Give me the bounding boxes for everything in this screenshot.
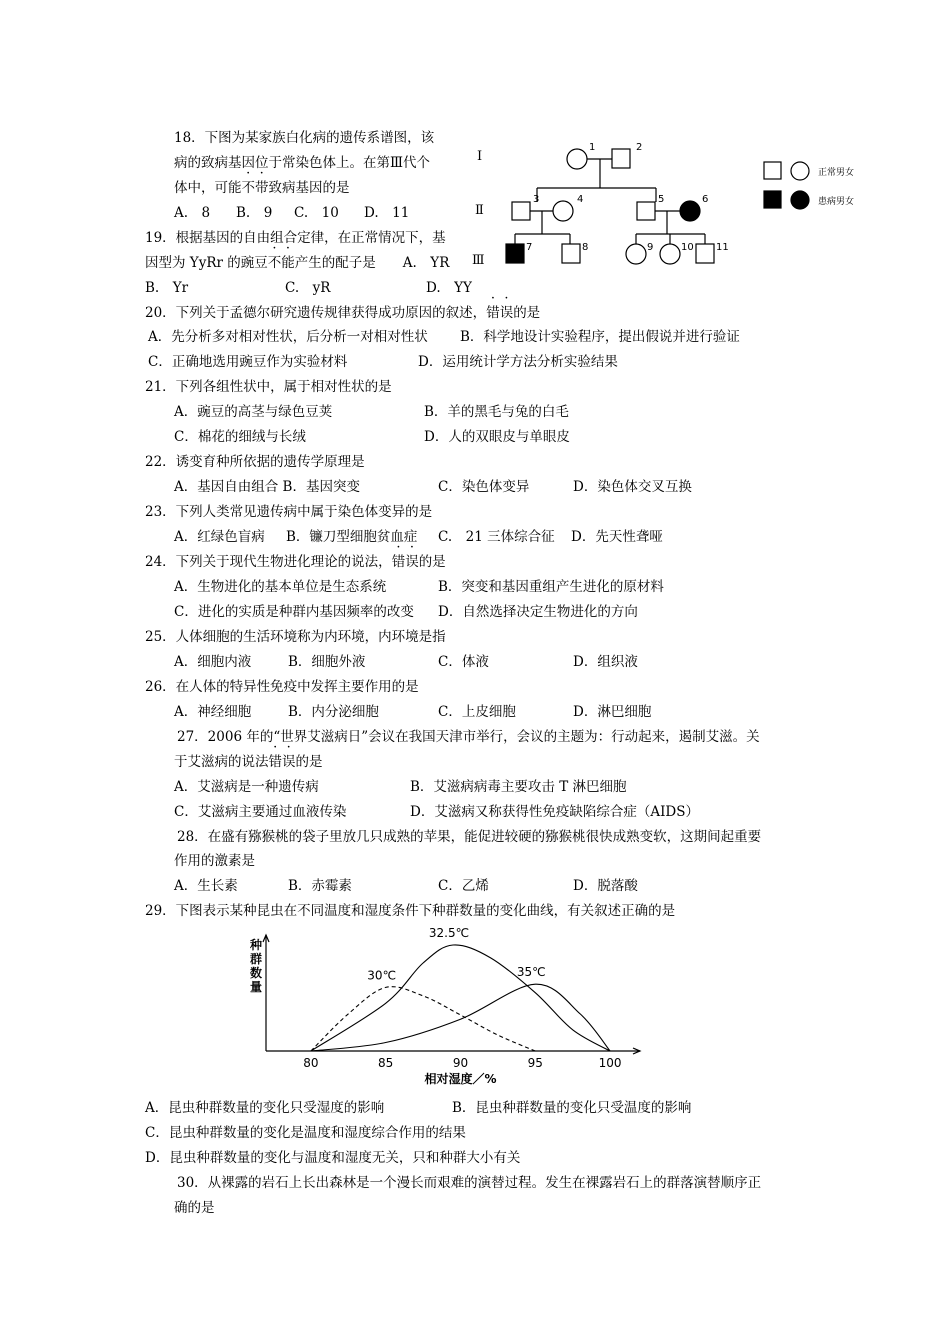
pedigree-chart [500,130,750,280]
y-axis-label-char: 群 [250,952,263,966]
q24-stem [145,552,446,572]
q19-option-b: B. Yr [145,280,189,296]
q25-stem: 25．人体细胞的生活环境称为内环境，内环境是指 [145,629,446,645]
male-normal-5 [637,202,655,220]
q19-option-d: D. YY [426,280,472,296]
generation-label: Ⅰ [477,149,483,164]
q30-line1: 30．从裸露的岩石上长出森林是一个漫长而艰难的演替过程。发生在裸露岩石上的群落演替顺序正 [177,1175,762,1191]
q21-option-b: B．羊的黑毛与兔的白毛 [424,404,569,420]
generation-label: Ⅲ [472,253,485,268]
q19-text: 因型为 YyRr 的豌豆 [145,255,268,271]
q24-option-b: B．突变和基因重组产生进化的原材料 [438,579,664,595]
q25-option-b: B．细胞外液 [288,654,366,670]
emphasis-char: 带 [255,180,269,196]
q19-text: 产生的配子是 A. YR [294,255,450,271]
x-tick-label: 90 [452,1056,469,1070]
x-axis-label: 相对湿度／% [424,1072,497,1086]
emphasis-char: 误 [405,554,419,570]
x-tick-label: 80 [303,1056,319,1070]
q21-stem: 21．下列各组性状中，属于相对性状的是 [145,379,392,395]
q29-option-b: B．昆虫种群数量的变化只受温度的影响 [452,1100,692,1116]
q29-option-c: C．昆虫种群数量的变化是温度和湿度综合作用的结果 [145,1125,466,1141]
q22-option-ab: A．基因自由组合 B．基因突变 [174,479,360,495]
q30-line2: 确的是 [174,1200,215,1216]
female-normal-4 [553,201,573,221]
q20-option-c: C．正确地选用豌豆作为实验材料 [148,354,348,370]
q22-stem: 22．诱变育种所依据的遗传学原理是 [145,454,365,470]
q27-option-c: C．艾滋病主要通过血液传染 [174,804,347,820]
q18-option-a: A. 8 [174,205,211,221]
q29-option-d: D．昆虫种群数量的变化与温度和湿度无关，只和种群大小有关 [145,1150,521,1166]
id-label: 3 [533,194,540,205]
male-normal-8 [562,244,580,263]
id-label: 6 [702,194,709,205]
male-normal-3 [512,202,530,220]
q25-option-c: C．体液 [438,654,489,670]
id-label: 10 [681,242,694,253]
q28-option-c: C．乙烯 [438,878,489,894]
q20-text: 20．下列关于孟德尔研究遗传规律获得成功原因的叙述， [145,305,487,321]
q19-option-c: C. yR [285,280,331,296]
generation-label: Ⅱ [475,203,484,218]
q26-stem: 26．在人体的特异性免疫中发挥主要作用的是 [145,679,419,695]
female-normal-9 [626,244,646,264]
affected-male-symbol [764,191,781,208]
male-affected-7 [506,244,524,263]
q27-line1: 27．2006 年的“世界艾滋病日”会议在我国天津市举行，会议的主题为：行动起来，遏制艾滋。关 [177,729,760,745]
x-tick-label: 100 [598,1056,622,1070]
q24-option-c: C．进化的实质是种群内基因频率的改变 [174,604,414,620]
q20-option-b: B．科学地设计实验程序，提出假说并进行验证 [460,329,740,345]
q24-text: 的是 [418,554,446,570]
q26-option-a: A．神经细胞 [174,704,252,720]
legend-normal-label: 正常男女 [818,168,855,178]
male-normal-2 [612,149,630,168]
q27-option-a: A．艾滋病是一种遗传病 [174,779,319,795]
q20-text: 的是 [513,305,541,321]
q21-option-c: C．棉花的细绒与长绒 [174,429,306,445]
q29-stem: 29．下图表示某种昆虫在不同温度和湿度条件下种群数量的变化曲线，有关叙述正确的是 [145,903,676,919]
q22-option-d: D．染色体交叉互换 [573,479,692,495]
x-tick-label: 95 [527,1056,543,1070]
q27-text: 的是 [295,754,323,770]
q18-text: 致病基因的是 [268,180,350,196]
emphasis-char: 错 [391,554,406,570]
id-label: 5 [658,194,665,205]
id-label: 4 [577,194,584,205]
q20-stem [145,303,540,323]
pedigree-legend [760,158,880,218]
q19-line2 [145,253,449,273]
q18-line3 [174,178,350,198]
q27-line2 [174,752,323,772]
q26-option-c: C．上皮细胞 [438,704,516,720]
emphasis-char: 误 [282,754,296,770]
q18-option-c: C. 10 [294,205,339,221]
female-normal-1 [567,149,587,169]
q18-text: 体中，可能 [174,180,242,196]
y-axis-label-char: 数 [250,966,263,980]
q24-option-d: D．自然选择决定生物进化的方向 [438,604,638,620]
q28-line2: 作用的激素是 [174,853,255,869]
female-normal-10 [660,244,680,264]
q25-option-d: D．组织液 [573,654,638,670]
id-label: 9 [647,242,654,253]
q28-option-a: A．生长素 [174,878,238,894]
emphasis-char: 能 [281,255,295,271]
q18-option-b: B. 9 [236,205,273,221]
emphasis-char: 不 [267,255,282,271]
q28-option-d: D．脱落酸 [573,878,638,894]
series-label: 30℃ [367,968,397,983]
q21-option-d: D．人的双眼皮与单眼皮 [424,429,570,445]
q26-option-d: D．淋巴细胞 [573,704,652,720]
id-label: 8 [582,242,589,253]
q22-option-c: C．染色体变异 [438,479,530,495]
id-label: 1 [589,142,596,153]
normal-female-symbol [791,162,809,180]
q23-option-b: B．镰刀型细胞贫血症 [286,529,418,545]
id-label: 2 [636,142,643,153]
q18-line2: 病的致病基因位于常染色体上。在第Ⅲ代个 [174,155,431,171]
q23-stem: 23．下列人类常见遗传病中属于染色体变异的是 [145,504,433,520]
q23-option-a: A．红绿色盲病 [174,529,265,545]
q28-option-b: B．赤霉素 [288,878,352,894]
q27-option-b: B．艾滋病病毒主要攻击 T 淋巴细胞 [410,779,627,795]
q24-text: 24．下列关于现代生物进化理论的说法， [145,554,392,570]
legend-affected-label: 患病男女 [818,197,855,207]
series-label: 35℃ [516,965,546,980]
q27-text: 于艾滋病的说法 [174,754,269,770]
q25-option-a: A．细胞内液 [174,654,252,670]
x-tick-label: 85 [378,1056,394,1070]
y-axis-label-char: 量 [250,980,263,994]
q23-option-d: D．先天性聋哑 [571,529,663,545]
q26-option-b: B．内分泌细胞 [288,704,379,720]
q20-option-a: A．先分析多对相对性状，后分析一对相对性状 [148,329,428,345]
series-line-32.5℃ [311,945,610,1051]
affected-female-symbol [791,191,809,209]
series-label: 32.5℃ [428,926,470,940]
q27-option-d: D．艾滋病又称获得性免疫缺陷综合症（AIDS） [410,804,699,820]
female-affected-6 [680,201,700,221]
emphasis-char: 误 [499,305,514,321]
q29-option-a: A．昆虫种群数量的变化只受湿度的影响 [145,1100,385,1116]
q18-option-d: D. 11 [364,205,410,221]
q20-option-d: D．运用统计学方法分析实验结果 [418,354,618,370]
emphasis-char: 错 [486,305,500,321]
q18-line1: 18．下图为某家族白化病的遗传系谱图，该 [174,130,435,146]
y-axis-label-char: 种 [250,938,263,952]
male-normal-11 [696,244,714,263]
q28-line1: 28．在盛有猕猴桃的袋子里放几只成熟的苹果，能促进较硬的猕猴桃很快成熟变软，这期间起重要 [177,829,762,845]
normal-male-symbol [764,162,781,179]
q23-option-c: C. 21 三体综合征 [438,529,555,545]
id-label: 11 [716,242,729,253]
population-chart [240,925,650,1090]
emphasis-char: 不 [241,180,255,196]
emphasis-char: 错 [268,754,282,770]
q24-option-a: A．生物进化的基本单位是生态系统 [174,579,387,595]
id-label: 7 [526,242,533,253]
q21-option-a: A．豌豆的高茎与绿色豆荚 [174,404,333,420]
series-line-30℃ [311,987,535,1051]
q19-line1: 19．根据基因的自由组合定律，在正常情况下，基 [145,230,446,246]
series-line-35℃ [311,984,610,1051]
